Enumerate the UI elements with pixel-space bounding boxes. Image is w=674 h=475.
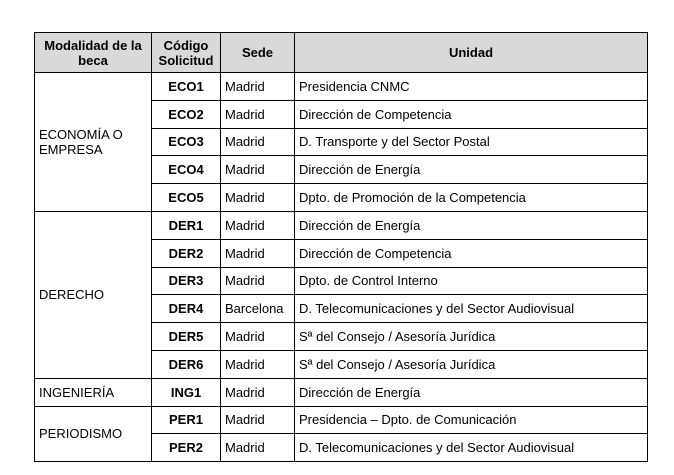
codigo-cell: DER3 — [152, 267, 221, 295]
unidad-cell: Dpto. de Promoción de la Competencia — [295, 184, 648, 212]
header-codigo: Código Solicitud — [152, 33, 221, 73]
table-row — [35, 73, 648, 101]
unidad-cell: D. Telecomunicaciones y del Sector Audiovisual — [295, 434, 648, 462]
codigo-cell: ECO2 — [152, 100, 221, 128]
unidad-cell: Dirección de Competencia — [295, 100, 648, 128]
header-modalidad: Modalidad de la beca — [35, 33, 152, 73]
unidad-cell: Sª del Consejo / Asesoría Jurídica — [295, 323, 648, 351]
sede-cell: Madrid — [221, 350, 295, 378]
unidad-cell: D. Transporte y del Sector Postal — [295, 128, 648, 156]
codigo-cell: PER2 — [152, 434, 221, 462]
table-row — [35, 378, 648, 406]
unidad-cell: Dirección de Competencia — [295, 239, 648, 267]
sede-cell: Madrid — [221, 184, 295, 212]
sede-cell: Madrid — [221, 434, 295, 462]
codigo-cell: PER1 — [152, 406, 221, 434]
unidad-cell: Dpto. de Control Interno — [295, 267, 648, 295]
sede-cell: Madrid — [221, 323, 295, 351]
unidad-cell: Dirección de Energía — [295, 378, 648, 406]
codigo-cell: DER4 — [152, 295, 221, 323]
header-unidad: Unidad — [295, 33, 648, 73]
codigo-cell: ECO3 — [152, 128, 221, 156]
sede-cell: Madrid — [221, 156, 295, 184]
unidad-cell: D. Telecomunicaciones y del Sector Audiovisual — [295, 295, 648, 323]
sede-cell: Madrid — [221, 378, 295, 406]
sede-cell: Madrid — [221, 267, 295, 295]
modalidad-cell: DERECHO — [35, 211, 152, 378]
codigo-cell: DER5 — [152, 323, 221, 351]
modalidad-cell: ECONOMÍA O EMPRESA — [35, 73, 152, 212]
header-sede: Sede — [221, 33, 295, 73]
modalidad-cell: INGENIERÍA — [35, 378, 152, 406]
sede-cell: Madrid — [221, 100, 295, 128]
unidad-cell: Dirección de Energía — [295, 156, 648, 184]
table-row — [35, 406, 648, 434]
codigo-cell: ECO1 — [152, 73, 221, 101]
becas-table — [34, 32, 648, 462]
sede-cell: Madrid — [221, 239, 295, 267]
codigo-cell: ECO5 — [152, 184, 221, 212]
codigo-cell: ECO4 — [152, 156, 221, 184]
unidad-cell: Sª del Consejo / Asesoría Jurídica — [295, 350, 648, 378]
codigo-cell: ING1 — [152, 378, 221, 406]
table-row — [35, 211, 648, 239]
sede-cell: Madrid — [221, 406, 295, 434]
unidad-cell: Dirección de Energía — [295, 211, 648, 239]
sede-cell: Madrid — [221, 128, 295, 156]
unidad-cell: Presidencia – Dpto. de Comunicación — [295, 406, 648, 434]
codigo-cell: DER2 — [152, 239, 221, 267]
unidad-cell: Presidencia CNMC — [295, 73, 648, 101]
modalidad-cell: PERIODISMO — [35, 406, 152, 462]
header-row — [35, 33, 648, 73]
sede-cell: Barcelona — [221, 295, 295, 323]
codigo-cell: DER6 — [152, 350, 221, 378]
sede-cell: Madrid — [221, 73, 295, 101]
codigo-cell: DER1 — [152, 211, 221, 239]
sede-cell: Madrid — [221, 211, 295, 239]
